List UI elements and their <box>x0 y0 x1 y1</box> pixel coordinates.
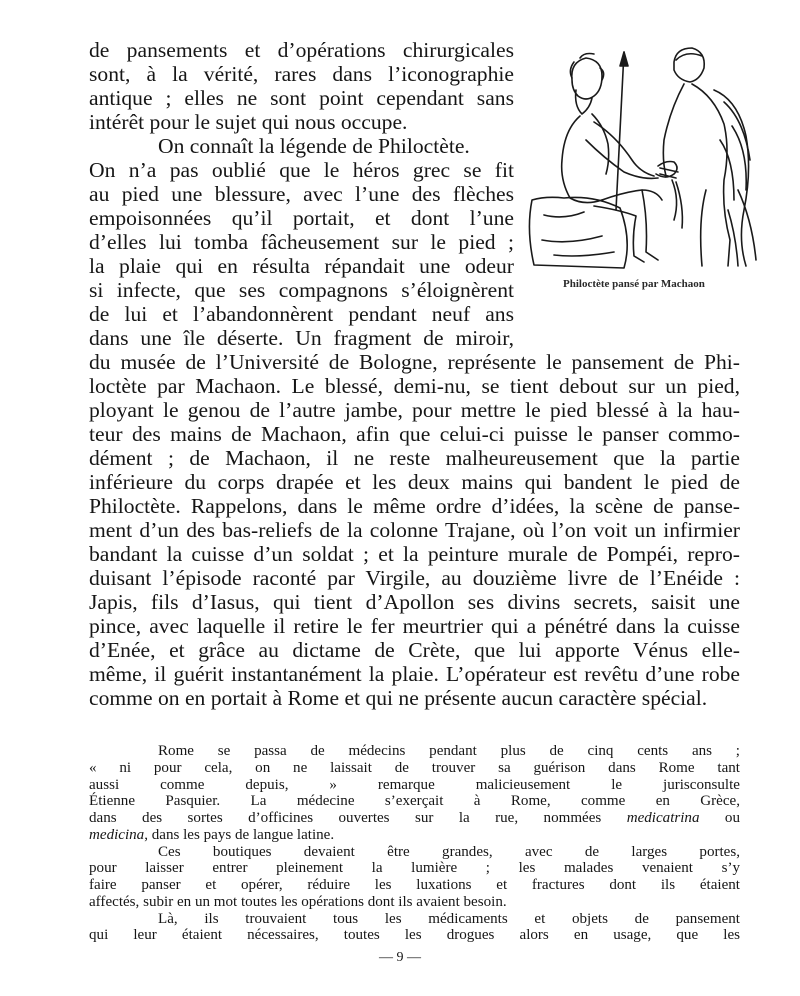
text-line: même, il guérit instantanément la plaie. L’opérateur est revêtu d’une robe <box>89 662 740 686</box>
text-line: dans une île déserte. Un fragment de miroir, <box>89 326 514 350</box>
text-line: au pied une blessure, avec l’une des flèches <box>89 182 514 206</box>
text-line: antique ; elles ne sont point cependant sans <box>89 86 514 110</box>
text-line: du musée de l’Université de Bologne, représente le pansement de Phi- <box>89 350 740 374</box>
text-line: inférieure du corps drapée et les deux mains qui bandent le pied de <box>89 470 740 494</box>
page-number: — 9 — <box>379 950 421 965</box>
text-line: si infecte, que ses compagnons s’éloignèrent <box>89 278 514 302</box>
text-line: qui leur étaient nécessaires, toutes les drogues alors en usage, que les <box>89 927 740 944</box>
text-line: Philoctète. Rappelons, dans le même ordre d’idées, la scène de panse- <box>89 494 740 518</box>
text-line: Étienne Pasquier. La médecine s’exerçait à Rome, comme en Grèce, <box>89 793 740 810</box>
text-line: intérêt pour le sujet qui nous occupe. <box>89 110 408 134</box>
text-line: On connaît la légende de Philoctète. <box>158 134 470 158</box>
text-line: teur des mains de Machaon, afin que celui-ci puisse le panser commo- <box>89 422 740 446</box>
text-line: de lui et l’abandonnèrent pendant neuf ans <box>89 302 514 326</box>
text-line: Ces boutiques devaient être grandes, avec de larges portes, <box>158 843 740 860</box>
text-line <box>89 827 740 844</box>
text-line: ment d’un des bas-reliefs de la colonne Trajane, où l’on voit un infirmier <box>89 518 740 542</box>
text-line: On n’a pas oublié que le héros grec se fit <box>89 158 514 182</box>
text-line: Là, ils trouvaient tous les médicaments et objets de pansement <box>158 910 740 927</box>
text-line: d’elles lui tomba fâcheusement sur le pied ; <box>89 230 514 254</box>
text-line: duisant l’épisode raconté par Virgile, au douzième livre de l’Enéide : <box>89 566 740 590</box>
text-line: dément ; de Machaon, il ne reste malheureusement que la partie <box>89 446 740 470</box>
text-line: la plaie qui en résulta répandait une odeur <box>89 254 514 278</box>
figure-caption: Philoctète pansé par Machaon <box>563 278 705 290</box>
text-line: Rome se passa de médecins pendant plus de cinq cents ans ; <box>158 743 740 759</box>
text-line: « ni pour cela, on ne laissait de trouver sa guérison dans Rome tant <box>89 759 740 776</box>
text-segment: ou <box>699 810 740 826</box>
text-segment: , dans les pays de langue latine. <box>144 826 335 843</box>
text-line: affectés, subir en un mot toutes les opérations dont ils avaient besoin. <box>89 893 507 910</box>
text-segment: dans des sortes d’officines ouvertes sur la rue, nommées <box>89 810 627 826</box>
latin-term: medicatrina <box>626 810 700 826</box>
text-line: ployant le genou de l’autre jambe, pour mettre le pied blessé à la hau- <box>89 398 740 422</box>
text-line: Japis, fils d’Iasus, qui tient d’Apollon ses divins secrets, saisit une <box>89 590 740 614</box>
text-line: aussi comme depuis, » remarque malicieusement le jurisconsulte <box>89 776 740 793</box>
text-line: de pansements et d’opérations chirurgicales <box>89 38 514 62</box>
text-line: faire panser et opérer, réduire les luxations et fractures dont ils étaient <box>89 877 740 893</box>
text-line: pince, avec laquelle il retire le fer meurtrier qui a pénétré dans la cuisse <box>89 614 740 638</box>
text-line: d’Enée, et grâce au dictame de Crète, que lui apporte Vénus elle- <box>89 638 740 662</box>
latin-term: medicina <box>89 826 145 843</box>
text-line: empoisonnées qu’il portait, et dont l’une <box>89 206 514 230</box>
text-line: pour laisser entrer pleinement la lumière ; les malades venaient s’y <box>89 860 740 877</box>
text-line: bandant la cuisse d’un soldat ; et la peinture murale de Pompéi, repro- <box>89 542 740 566</box>
text-line: sont, à la vérité, rares dans l’iconographie <box>89 62 514 86</box>
philoctetes-illustration <box>524 40 764 270</box>
text-line: comme on en portait à Rome et qui ne présente aucun caractère spécial. <box>89 686 708 710</box>
text-line: loctète par Machaon. Le blessé, demi-nu, se tient debout sur un pied, <box>89 374 740 398</box>
text-line <box>89 810 740 827</box>
